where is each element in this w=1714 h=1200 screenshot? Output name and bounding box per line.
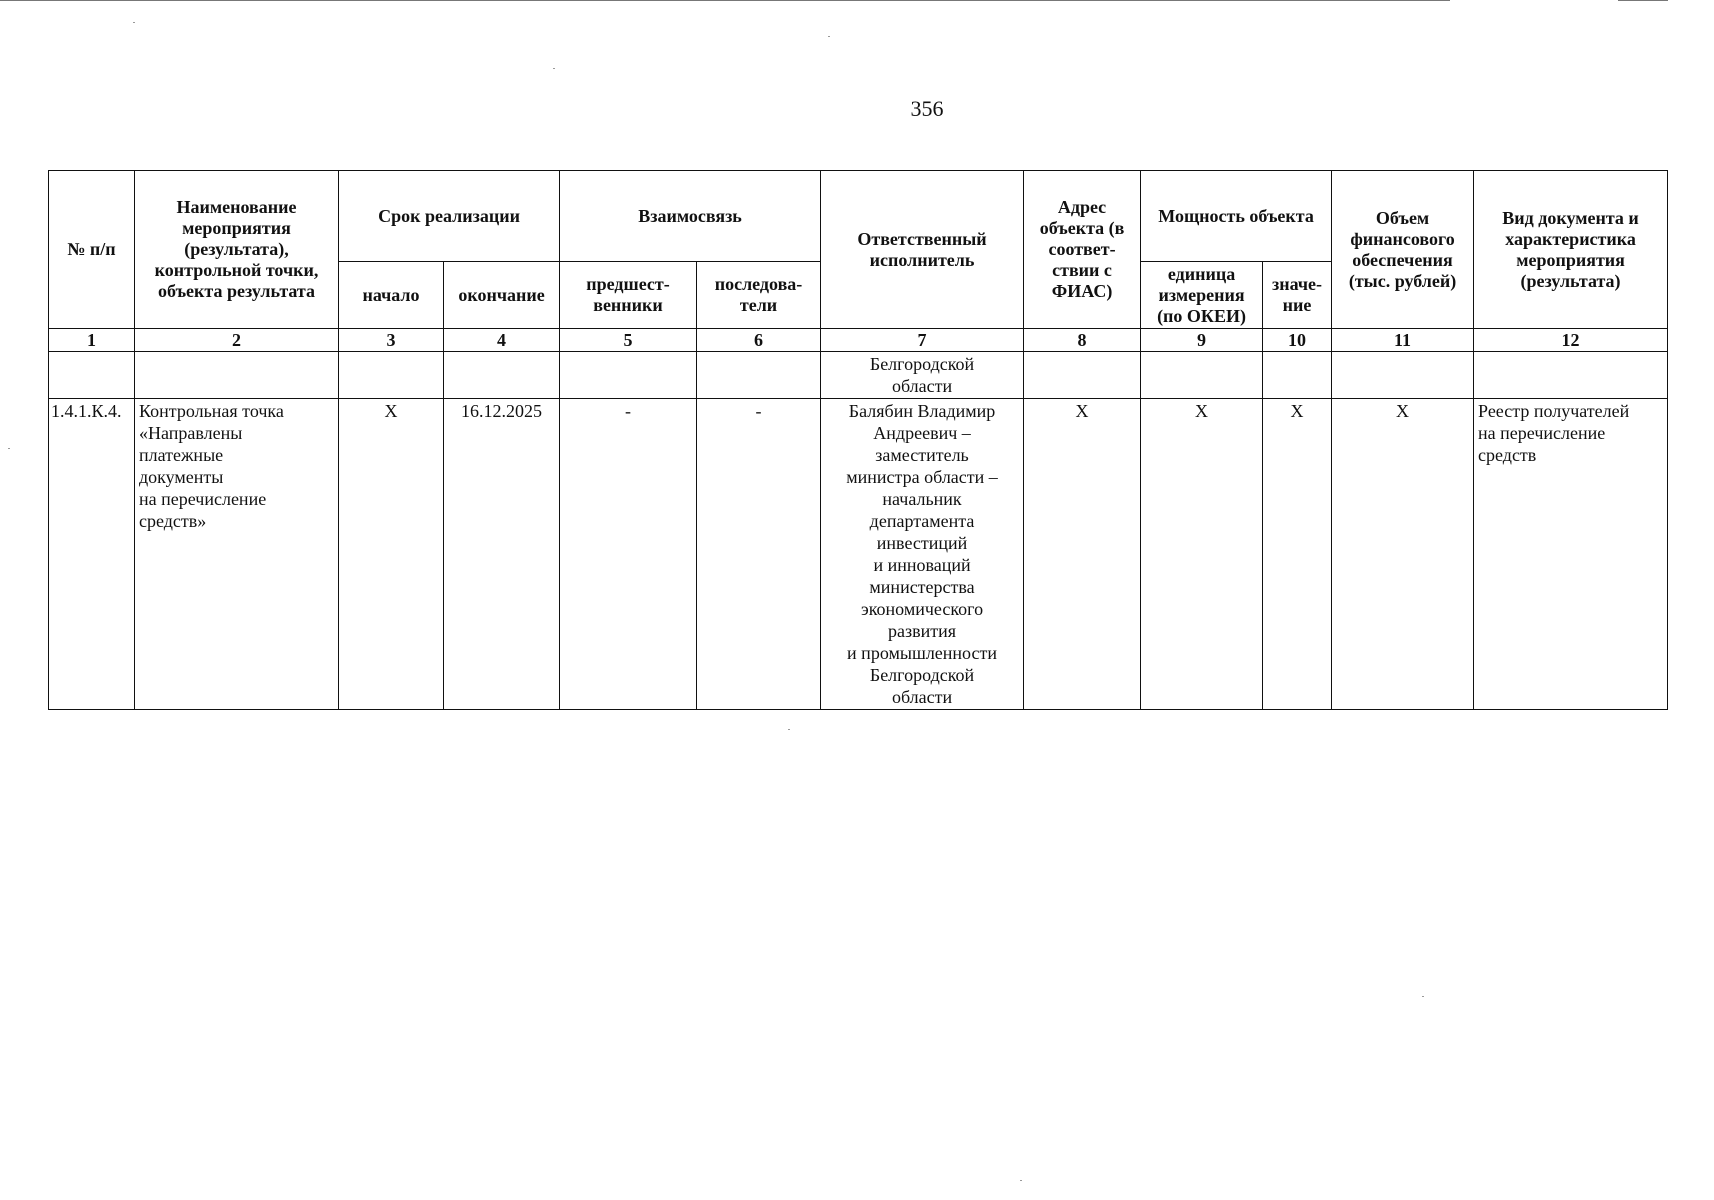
row-successors: - [697,399,821,710]
header-address: Адрес объекта (в соответ-ствии с ФИАС) [1024,171,1141,329]
table-cell [697,352,821,399]
executive-line: Белгородской [869,354,975,374]
executive-line: начальник [882,489,962,509]
header-unit: единица измерения (по ОКЕИ) [1141,262,1263,329]
scan-speck [1020,1180,1022,1181]
document-line: средств [1478,445,1537,465]
column-number: 7 [821,329,1024,352]
header-value: значе-ние [1263,262,1332,329]
name-line: «Направлены [139,423,243,443]
table-cell [135,352,339,399]
document-line: Реестр получателей [1478,401,1630,421]
table-row [49,399,1668,710]
name-line: на перечисление [139,489,267,509]
executive-line: развития [888,621,957,641]
column-number: 12 [1474,329,1668,352]
scan-top-edge-right [1618,0,1668,1]
header-link-group: Взаимосвязь [560,171,821,262]
row-start: X [339,399,444,710]
row-end: 16.12.2025 [444,399,560,710]
executive-line: Балябин Владимир [848,401,996,421]
executive-line: и инноваций [873,555,971,575]
executive-line: департамента [869,511,975,531]
table-cell [1024,352,1141,399]
table-cell [1474,352,1668,399]
continuation-executive [821,352,1024,399]
column-number: 9 [1141,329,1263,352]
continuation-row [49,352,1668,399]
header-capacity-group: Мощность объекта [1141,171,1332,262]
executive-line: области [891,376,953,396]
executive-line: и промышленности [847,643,997,663]
column-number: 10 [1263,329,1332,352]
column-number: 8 [1024,329,1141,352]
executive-line: Белгородской [869,665,975,685]
name-line: документы [139,467,224,487]
executive-line: инвестиций [876,533,968,553]
executive-line: Андреевич – [873,423,971,443]
scan-speck [1422,996,1424,997]
scan-speck [788,729,790,730]
column-number: 2 [135,329,339,352]
row-number: 1.4.1.К.4. [49,399,135,710]
executive-line: министра области – [846,467,998,487]
header-predecessors: предшест-венники [560,262,697,329]
header-name: Наименование мероприятия (результата), контрольной точки, объекта результата [135,171,339,329]
table-cell [1332,352,1474,399]
table-cell [1141,352,1263,399]
table-cell [560,352,697,399]
row-predecessors: - [560,399,697,710]
row-name [135,399,339,710]
page-number: 356 [910,96,944,121]
name-line: Контрольная точка [139,401,284,421]
executive-line: области [891,687,953,707]
header-end: окончание [444,262,560,329]
table-cell [339,352,444,399]
table-cell [1263,352,1332,399]
scan-speck [553,68,555,69]
header-document: Вид документа и характеристика мероприятия (результата) [1474,171,1668,329]
scan-speck [8,448,10,449]
column-number: 5 [560,329,697,352]
row-funding: X [1332,399,1474,710]
executive-line: министерства [869,577,975,597]
header-successors: последова-тели [697,262,821,329]
row-unit: X [1141,399,1263,710]
scan-speck [828,36,830,37]
document-line: на перечисление [1478,423,1606,443]
header-start: начало [339,262,444,329]
column-number: 3 [339,329,444,352]
column-number: 11 [1332,329,1474,352]
scan-top-edge [0,0,1450,1]
scan-speck [133,22,135,23]
header-row-top [49,171,1668,262]
column-number: 6 [697,329,821,352]
header-funding: Объем финансового обеспечения (тыс. рублей) [1332,171,1474,329]
header-timing-group: Срок реализации [339,171,560,262]
row-address: X [1024,399,1141,710]
row-executive [821,399,1024,710]
table-cell [49,352,135,399]
implementation-plan-table [48,170,1668,710]
column-number: 4 [444,329,560,352]
column-number: 1 [49,329,135,352]
name-line: средств» [139,511,207,531]
row-value: X [1263,399,1332,710]
row-document [1474,399,1668,710]
table-cell [444,352,560,399]
header-number: № п/п [49,171,135,329]
name-line: платежные [139,445,224,465]
executive-line: заместитель [875,445,969,465]
column-number-row [49,329,1668,352]
executive-line: экономического [860,599,984,619]
header-executive: Ответственный исполнитель [821,171,1024,329]
